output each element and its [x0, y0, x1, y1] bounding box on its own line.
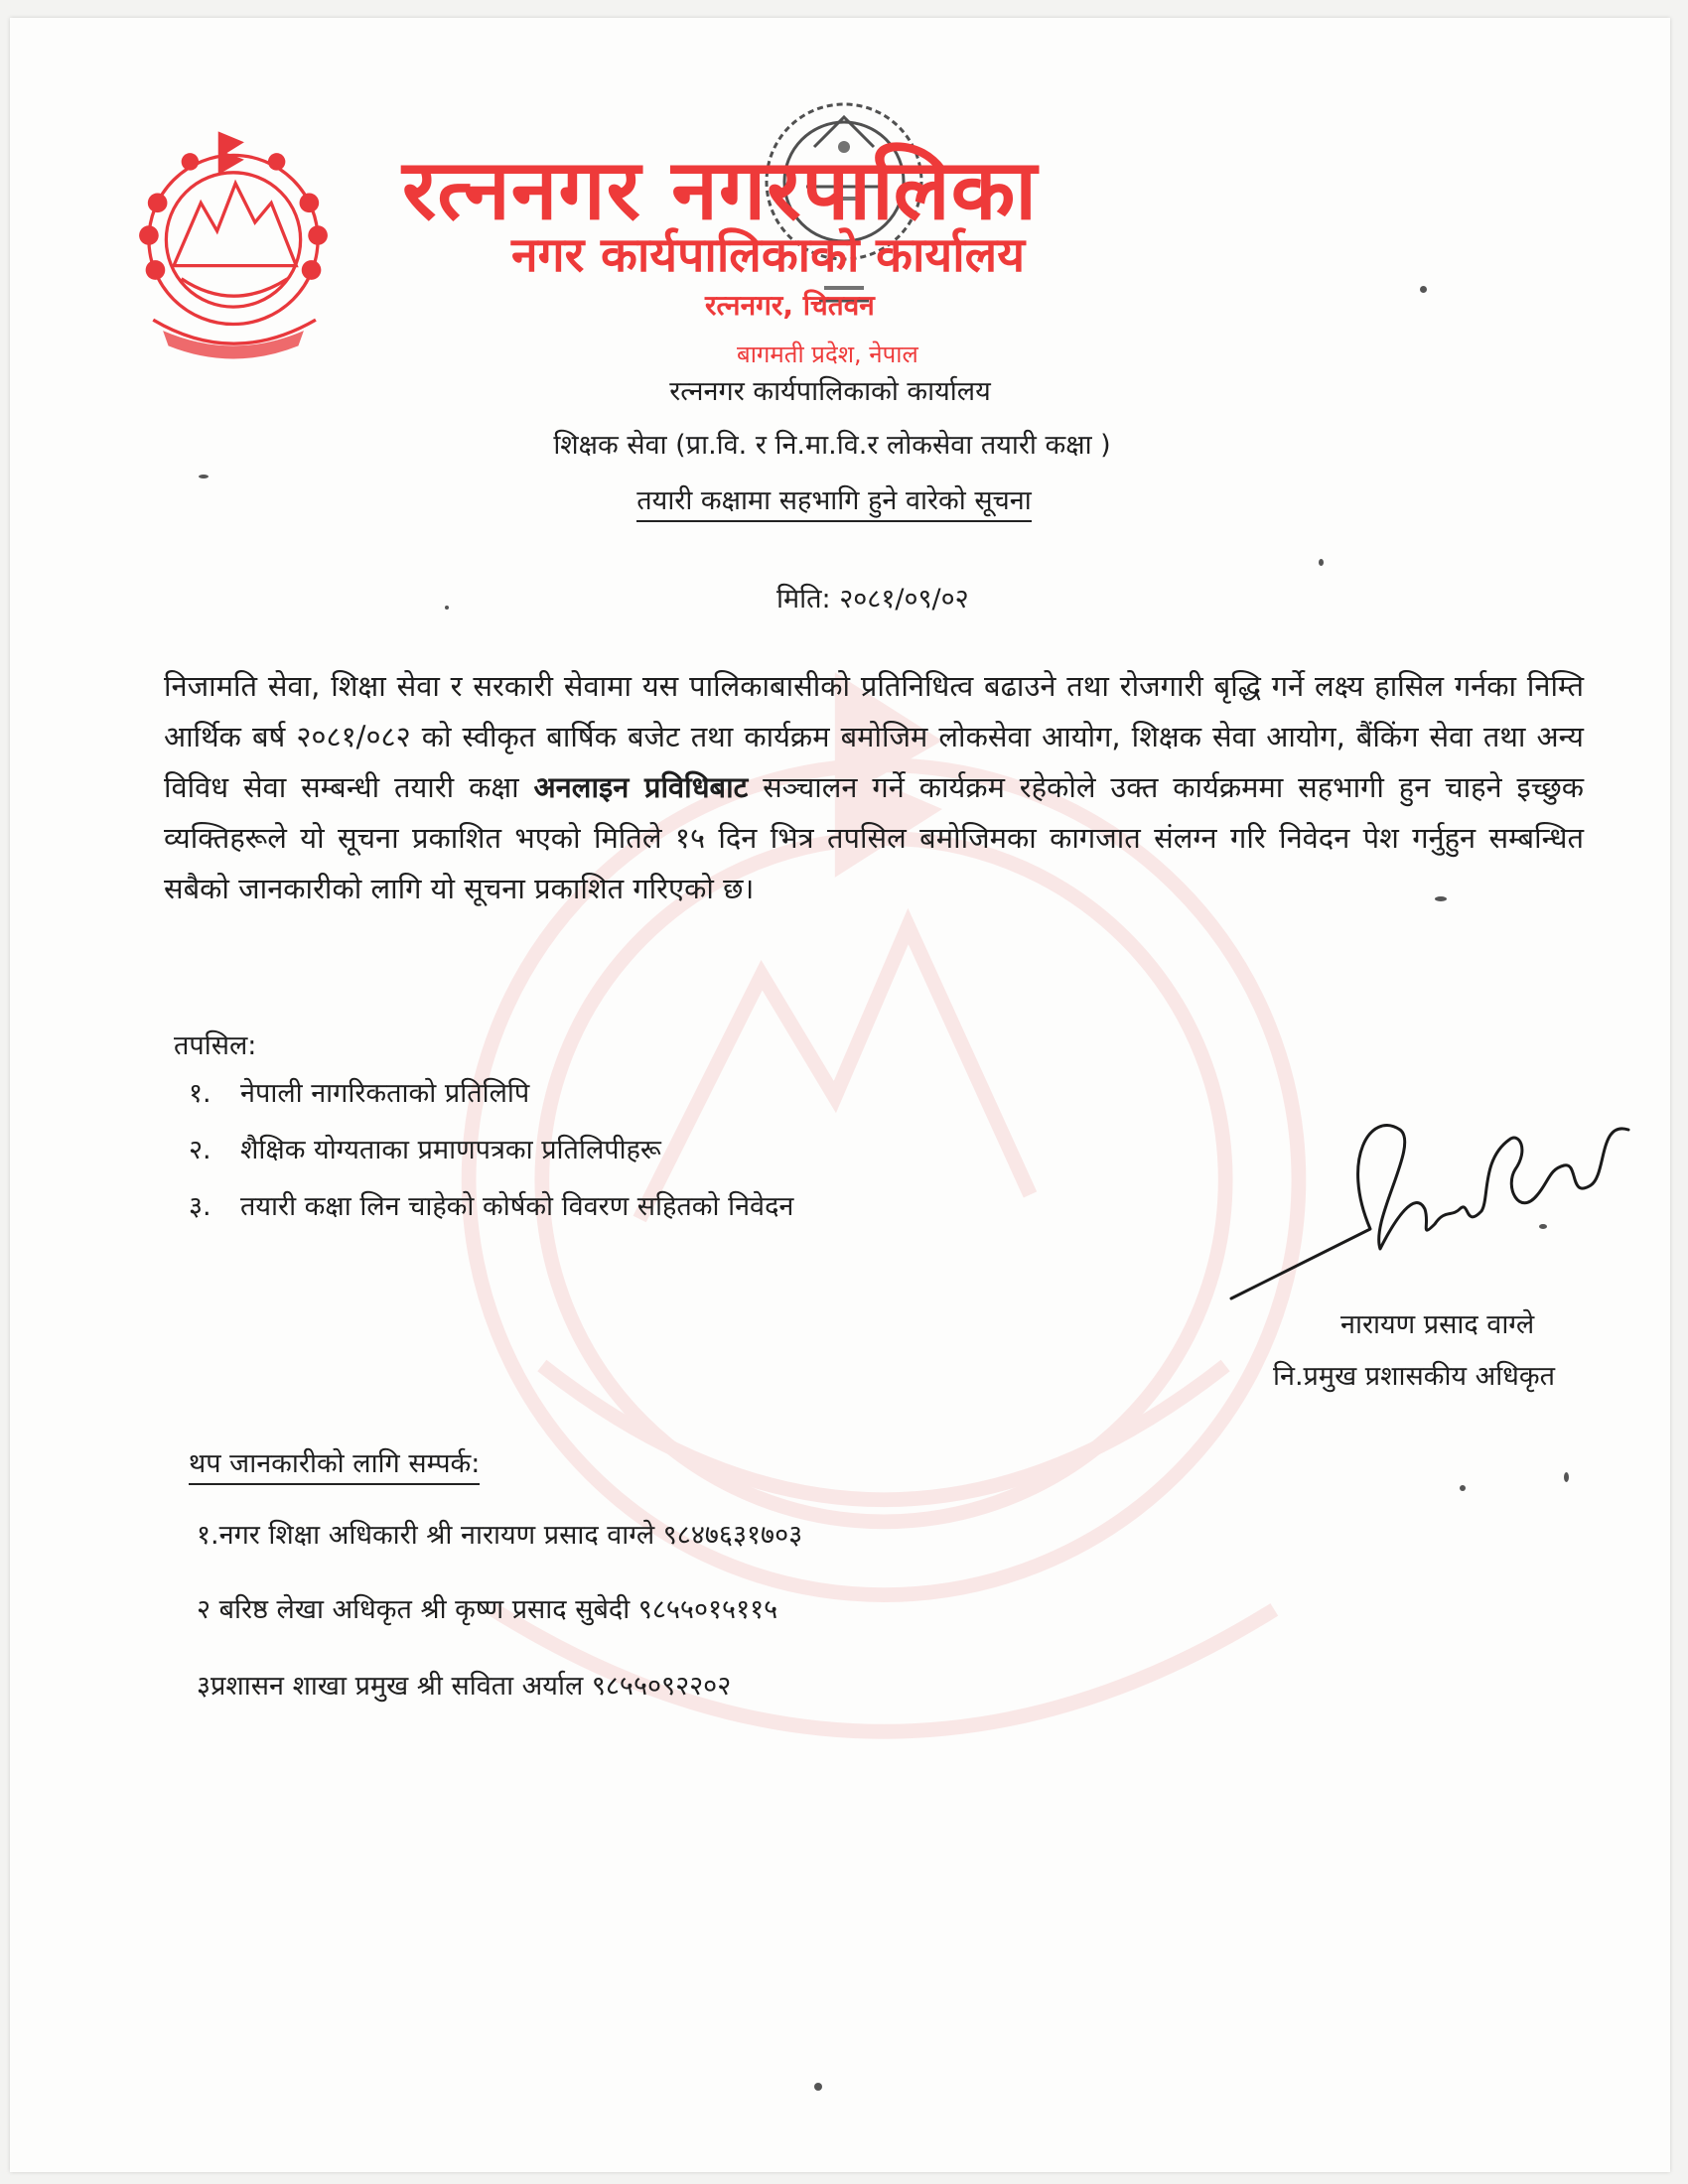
list-item-text: शैक्षिक योग्यताका प्रमाणपत्रका प्रतिलिपीहरू [240, 1135, 661, 1165]
list-item [189, 1130, 983, 1186]
tapsil-heading: तपसिल: [174, 1030, 257, 1061]
signature [1221, 1100, 1638, 1308]
notice-service: शिक्षक सेवा (प्रा.वि. र नि.मा.वि.र लोकसेवा तयारी कक्षा ) [553, 430, 1111, 461]
list-item [189, 1186, 983, 1243]
contact-heading: थप जानकारीको लागि सम्पर्क: [189, 1443, 480, 1485]
body-text-part2: सञ्चालन गर्ने कार्यक्रम रहेकोले उक्त कार्यक्रममा सहभागी हुन चाहने इच्छुक व्यक्तिहरूले यो सूचना प्रकाशित भएको मितिले १५ दिन भित्र तपसिल बमोजिमका कागजात संलग्न गरि निवेदन पेश गर्नुहुन सम्बन्धित सबैको जानकारीको लागि यो सूचना प्रकाशित गरिएको छ। [164, 770, 1584, 905]
list-item-number: ३. [189, 1191, 211, 1222]
body-text-part1: निजामति सेवा, शिक्षा सेवा र सरकारी सेवामा यस पालिकाबासीको प्रतिनिधित्व बढाउने तथा रोजगारी बृद्धि गर्ने लक्ष्य हासिल गर्नका निम्ति आर्थिक बर्ष २०८१/०८२ को स्वीकृत बार्षिक बजेट तथा कार्यक्रम बमोजिम लोकसेवा आयोग, शिक्षक सेवा आयोग, बैंकिंग सेवा तथा अन्य विविध सेवा सम्बन्धी तयारी कक्षा [164, 669, 1584, 804]
notice-body [164, 661, 1584, 914]
notice-heading: तयारी कक्षामा सहभागि हुने वारेको सूचना [636, 485, 1031, 522]
notice-date: मिति: २०८१/०९/०२ [776, 584, 969, 614]
body-text-bold: अनलाइन प्रविधिबाट [533, 770, 749, 804]
contact-item: १.नगर शिक्षा अधिकारी श्री नारायण प्रसाद वाग्ले ९८४७६३१७०३ [197, 1520, 803, 1551]
list-item-number: २. [189, 1135, 211, 1165]
contact-item: ३प्रशासन शाखा प्रमुख श्री सविता अर्याल ९८५५०९२२०२ [197, 1671, 732, 1702]
notice-page [10, 18, 1670, 2172]
signatory-title: नि.प्रमुख प्रशासकीय अधिकृत [1273, 1361, 1556, 1392]
signatory-name: नारायण प्रसाद वाग्ले [1340, 1309, 1535, 1340]
tapsil-list [189, 1073, 983, 1243]
list-item-text: नेपाली नागरिकताको प्रतिलिपि [240, 1078, 530, 1109]
contact-item: २ बरिष्ठ लेखा अधिकृत श्री कृष्ण प्रसाद सुबेदी ९८५५०१५११५ [197, 1594, 778, 1625]
office-name: नगर कार्यपालिकाको कार्यालय [511, 227, 1026, 283]
address-city: रत्ननगर, चितवन [705, 289, 875, 322]
nepal-emblem-icon [114, 127, 352, 365]
notice-heading-wrap [10, 480, 1664, 517]
list-item-text: तयारी कक्षा लिन चाहेको कोर्षको विवरण सहितको निवेदन [240, 1191, 794, 1222]
list-item [189, 1073, 983, 1130]
notice-office: रत्ननगर कार्यपालिकाको कार्यालय [669, 376, 991, 407]
address-province: बागमती प्रदेश, नेपाल [737, 341, 918, 368]
municipality-name: रत्ननगर नगरपालिका [402, 141, 1038, 238]
list-item-number: १. [189, 1078, 211, 1109]
